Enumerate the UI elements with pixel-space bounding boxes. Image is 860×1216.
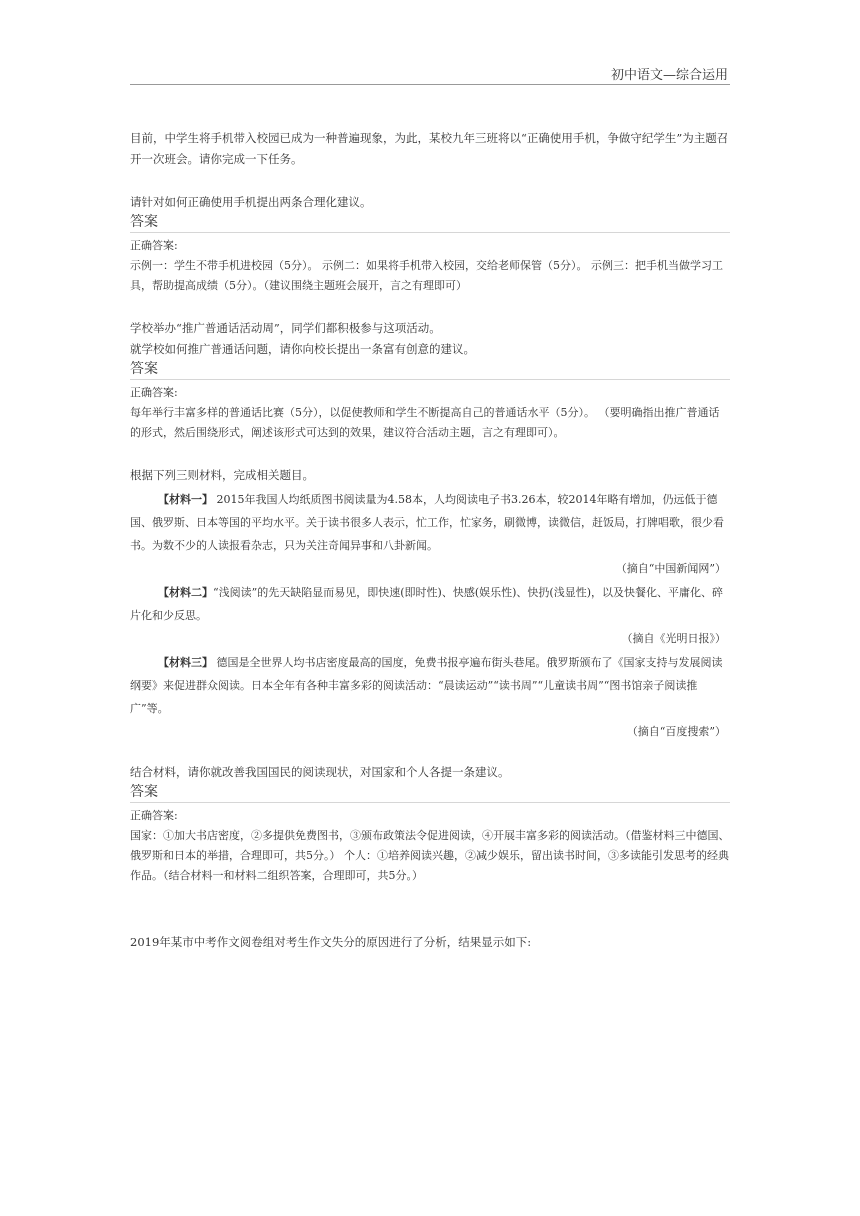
answer-text-1: 示例一：学生不带手机进校园（5分）。 示例二：如果将手机带入校园，交给老师保管（5分）。 示例三：把手机当做学习工具，帮助提高成绩（5分）。（建议围绕主题班会展开，言之有理即可） bbox=[130, 259, 723, 292]
material-2-tag: 【材料二】 bbox=[158, 586, 213, 599]
material-1-source: （摘自“中国新闻网”） bbox=[615, 562, 726, 575]
page-header bbox=[130, 62, 730, 85]
answer-text-2: 每年举行丰富多样的普通话比赛（5分），以促使教师和学生不断提高自己的普通话水平（5分）。 （要明确指出推广普通话的形式，然后围绕形式，阐述该形式可达到的效果，建议符合活动主题，言之有理即可）。 bbox=[130, 406, 720, 439]
question-3-intro: 根据下列三则材料，完成相关题目。 bbox=[130, 468, 314, 482]
answer-heading-3: 答案 bbox=[130, 783, 730, 803]
material-1 bbox=[130, 488, 730, 557]
answer-text-3: 国家：①加大书店密度，②多提供免费图书，③颁布政策法令促进阅读，④开展丰富多彩的阅读活动。（借鉴材料三中德国、俄罗斯和日本的举措，合理即可，共5分。） 个人：①培养阅读兴趣，②减少娱乐，留出读书时间，③多读能引发思考的经典作品。（结合材料一和材料二组织答案，合理即可，共5分。） bbox=[130, 829, 730, 882]
document-body bbox=[130, 128, 730, 953]
question-3: 结合材料，请你就改善我国国民的阅读现状，对国家和个人各提一条建议。 bbox=[130, 765, 510, 779]
answer-label-3: 正确答案: bbox=[130, 809, 178, 822]
material-3-text: 德国是全世界人均书店密度最高的国度，免费书报亭遍布街头巷尾。俄罗斯颁布了《国家支持与发展阅读纲要》来促进群众阅读。日本全年有各种丰富多彩的阅读活动：“晨读运动”“读书周”“儿童读书周”“图书馆亲子阅读推广”等。 bbox=[130, 656, 723, 715]
question-4-intro: 2019年某市中考作文阅卷组对考生作文失分的原因进行了分析，结果显示如下: bbox=[130, 935, 532, 949]
answer-label-2: 正确答案: bbox=[130, 386, 178, 399]
answer-heading-1: 答案 bbox=[130, 213, 730, 233]
material-2-source: （摘自《光明日报》） bbox=[621, 632, 726, 645]
answer-label-1: 正确答案: bbox=[130, 239, 178, 252]
material-3-tag: 【材料三】 bbox=[158, 656, 213, 669]
question-2-intro: 学校举办“推广普通话活动周”，同学们都积极参与这项活动。 bbox=[130, 321, 441, 335]
answer-heading-2: 答案 bbox=[130, 360, 730, 380]
material-3-source: （摘自“百度搜索”） bbox=[626, 725, 726, 738]
material-1-tag: 【材料一】 bbox=[158, 493, 213, 506]
material-2-text: “浅阅读”的先天缺陷显而易见，即快速(即时性)、快感(娱乐性)、快扔(浅显性)，以及快餐化、平庸化、碎片化和少反思。 bbox=[130, 586, 723, 622]
material-3 bbox=[130, 651, 730, 720]
material-2 bbox=[130, 581, 730, 627]
intro-paragraph: 目前，中学生将手机带入校园已成为一种普遍现象，为此，某校九年三班将以“正确使用手机，争做守纪学生”为主题召开一次班会。请你完成一下任务。 bbox=[130, 131, 729, 166]
question-1: 请针对如何正确使用手机提出两条合理化建议。 bbox=[130, 195, 372, 209]
material-1-text: 2015年我国人均纸质图书阅读量为4.58本，人均阅读电子书3.26本，较2014年略有增加，仍远低于德国、俄罗斯、日本等国的平均水平。关于读书很多人表示，忙工作，忙家务，刷微博，读微信，赶饭局，打牌唱歌，很少看书。为数不少的人读报看杂志，只为关注奇闻异事和八卦新闻。 bbox=[130, 493, 724, 552]
header-title: 初中语文—综合运用 bbox=[610, 68, 728, 83]
question-2: 就学校如何推广普通话问题，请你向校长提出一条富有创意的建议。 bbox=[130, 342, 475, 356]
